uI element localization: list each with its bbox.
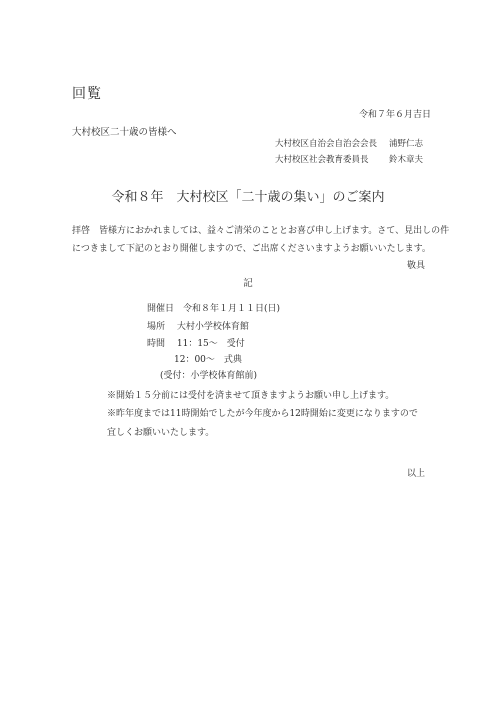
note-line: ※昨年度までは11時開始でしたが今年度から12時開始に変更になりますので xyxy=(107,409,418,419)
greeting-line: につきまして下記のとおり開催しますので、ご出席くださいますようお願いいたします。 xyxy=(72,244,431,254)
ki-heading: 記 xyxy=(243,278,253,289)
sender-organization: 大村校区社会教育委員長 xyxy=(275,155,369,165)
closing-ijou: 以上 xyxy=(406,469,425,479)
sender-name: 鈴木章夫 xyxy=(389,155,424,165)
event-date: 開催日 令和８年１月１１日(日) xyxy=(147,304,281,314)
addressee: 大村校区二十歳の皆様へ xyxy=(72,127,177,138)
event-place: 場所 大村小学校体育館 xyxy=(147,322,249,332)
document-title: 令和８年 大村校区「二十歳の集い」のご案内 xyxy=(111,190,385,205)
sender-name: 浦野仁志 xyxy=(389,139,424,149)
circulation-label: 回覧 xyxy=(72,86,102,102)
closing-salutation: 敬具 xyxy=(406,261,425,271)
greeting-line: 拝啓 皆様方におかれましては、益々ご清栄のこととお喜び申し上げます。さて、見出しの件 xyxy=(72,226,450,236)
event-time-reception: 時間 11：15～ 受付 xyxy=(147,339,245,349)
event-time-ceremony: 12：00～ 式典 xyxy=(174,355,242,365)
document-date: 令和７年６月吉日 xyxy=(358,110,431,120)
reception-location-note: (受付：小学校体育館前) xyxy=(160,371,258,381)
note-line: ※開始１５分前には受付を済ませて頂きますようお願い申し上げます。 xyxy=(107,391,395,401)
sender-organization: 大村校区自治会自治会会長 xyxy=(275,139,378,149)
note-line: 宜しくお願いいたします。 xyxy=(107,428,215,438)
